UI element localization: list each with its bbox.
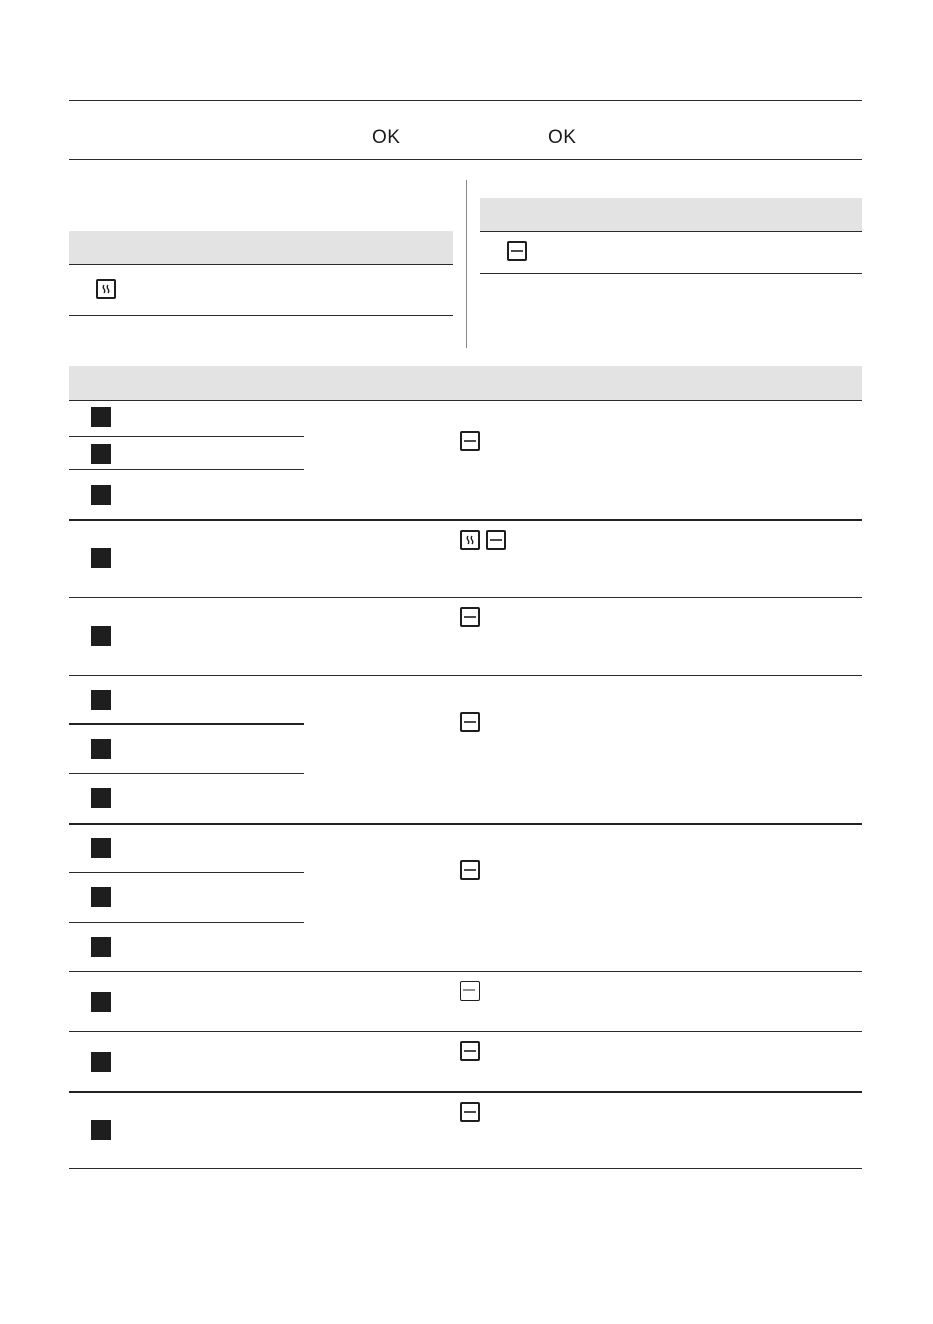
- steam-icon: [96, 279, 116, 299]
- row-rule: [69, 519, 862, 521]
- row-marker-2: [91, 444, 111, 464]
- row-rule: [69, 823, 862, 825]
- bottom-heat-icon: [460, 712, 480, 732]
- row-marker-3: [91, 485, 111, 505]
- sub-rule: [69, 469, 304, 470]
- row-marker-10: [91, 887, 111, 907]
- table-bottom-rule: [69, 1168, 862, 1169]
- row-marker-7: [91, 739, 111, 759]
- steam-icon: [460, 530, 480, 550]
- row-rule: [69, 1031, 862, 1032]
- row-rule: [69, 675, 862, 676]
- header-bottom-rule: [69, 159, 862, 160]
- bottom-heat-icon: [460, 607, 480, 627]
- row-marker-14: [91, 1120, 111, 1140]
- bottom-heat-icon: [486, 530, 506, 550]
- left-table-rule: [69, 264, 453, 265]
- right-table-header: [480, 198, 862, 231]
- row-rule: [69, 1091, 862, 1093]
- sub-rule: [69, 872, 304, 873]
- main-table-header-rule: [69, 400, 862, 401]
- sub-rule: [69, 922, 304, 923]
- row-marker-8: [91, 788, 111, 808]
- sub-rule: [69, 773, 304, 774]
- bottom-heat-icon: [460, 1102, 480, 1122]
- row-marker-13: [91, 1052, 111, 1072]
- ok-label-2: OK: [548, 127, 577, 148]
- bottom-heat-icon: [460, 860, 480, 880]
- row-rule: [69, 597, 862, 598]
- bottom-heat-icon: [460, 431, 480, 451]
- bottom-heat-icon: [507, 241, 527, 261]
- row-marker-11: [91, 937, 111, 957]
- row-marker-9: [91, 838, 111, 858]
- main-table-header: [69, 366, 862, 400]
- left-table-bottom-rule: [69, 315, 453, 316]
- right-table-bottom-rule: [480, 273, 862, 274]
- row-marker-12: [91, 992, 111, 1012]
- row-marker-5: [91, 626, 111, 646]
- bottom-heat-icon: [460, 981, 480, 1001]
- sub-rule: [69, 723, 304, 725]
- top-rule: [69, 100, 862, 101]
- sub-rule: [69, 436, 304, 437]
- right-table-rule: [480, 231, 862, 232]
- ok-label-1: OK: [372, 127, 401, 148]
- row-marker-1: [91, 407, 111, 427]
- row-marker-4: [91, 548, 111, 568]
- column-divider: [466, 180, 467, 348]
- row-marker-6: [91, 690, 111, 710]
- row-rule: [69, 971, 862, 972]
- left-table-header: [69, 231, 453, 264]
- bottom-heat-icon: [460, 1041, 480, 1061]
